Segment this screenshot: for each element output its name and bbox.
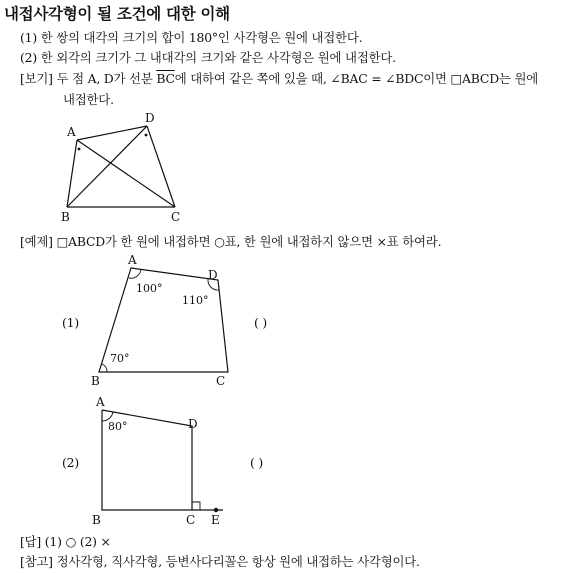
label-d: D [145,111,155,125]
condition-marker: (1) [20,30,37,45]
label-c: C [216,374,226,388]
diagonal-bd [67,126,147,207]
label-e: E [211,513,220,527]
condition-1 [20,28,362,46]
note-text: 정사각형, 직사각형, 등변사다리꼴은 항상 원에 내접하는 사각형이다. [56,554,420,569]
label-a: A [67,125,76,139]
problem-1-number: (1) [62,315,79,330]
condition-2 [20,48,396,66]
problem-1-figure [88,252,248,388]
angle-value-d: 110° [182,294,209,307]
bogi-text-pre: 두 점 A, D가 선분 [56,71,157,86]
answer-line [20,532,111,550]
angle-value-a: 80° [108,420,128,433]
label-b: B [92,513,101,527]
problem-2-number: (2) [62,455,79,470]
page-title: 내접사각형이 될 조건에 대한 이해 [4,5,230,23]
angle-value-a: 100° [136,282,163,295]
problem-1-answer-blank[interactable]: ( ) [254,315,268,330]
problem-2-figure [88,393,228,529]
label-a: A [128,253,137,267]
angle-mark-a [78,148,81,151]
note-tag: [참고] [20,554,53,569]
side-da [77,126,147,140]
label-a: A [96,395,105,409]
condition-text: 한 외각의 크기가 그 내대각의 크기와 같은 사각형은 원에 내접한다. [40,50,396,65]
side-cd [147,126,175,207]
angle-mark-d [145,134,148,137]
segment-bc: $\overline{BC}$ [156,71,175,86]
condition-marker: (2) [20,50,37,65]
answer-tag: [답] [20,534,42,549]
label-c: C [171,210,181,224]
diagonal-ac [77,140,175,207]
note-line [20,552,420,570]
bogi-text-post: 에 대하여 같은 쪽에 있을 때, ∠BAC = ∠BDC이면 □ABCD는 원에 [174,71,538,86]
example-line [20,232,441,250]
label-c: C [186,513,196,527]
condition-text: 한 쌍의 대각의 크기의 합이 180°인 사각형은 원에 내접한다. [40,30,363,45]
label-b: B [61,210,70,224]
answer-text: (1) ○ (2) × [44,534,111,549]
right-angle-mark [192,502,200,510]
bogi-tag: [보기] [20,71,53,86]
example-text: □ABCD가 한 원에 내접하면 ○표, 한 원에 내접하지 않으면 ×표 하여라. [56,234,442,249]
label-d: D [208,268,218,282]
label-b: B [91,374,100,388]
bogi-figure [55,108,195,226]
example-tag: [예제] [20,234,53,249]
problem-2-answer-blank[interactable]: ( ) [250,455,264,470]
point-e [214,508,218,512]
angle-arc-b [102,364,107,372]
side-ab [67,140,77,207]
bogi-line-1 [20,69,538,87]
label-d: D [188,417,198,431]
angle-value-b: 70° [110,352,130,365]
bogi-line-2: 내접한다. [63,92,114,107]
